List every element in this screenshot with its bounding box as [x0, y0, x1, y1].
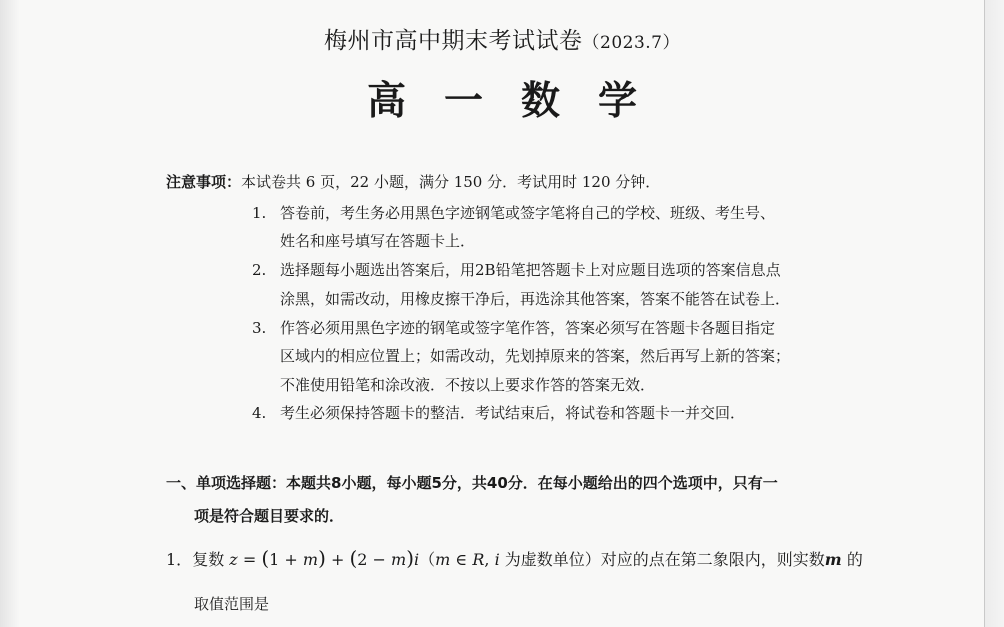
notice-item-3	[252, 317, 775, 338]
notice-item-number: 4.	[252, 404, 267, 422]
notice-item-2	[252, 259, 781, 280]
question-prefix: 复数	[192, 550, 225, 569]
notice-label: 注意事项：	[166, 173, 242, 191]
notice-item-2-continued: 涂黑，如需改动，用橡皮擦干净后，再选涂其他答案，答案不能答在试卷上．	[280, 290, 791, 308]
notice-item-number: 1.	[252, 204, 267, 222]
exam-header	[0, 22, 1004, 55]
notice-item-number: 3.	[252, 319, 267, 337]
exam-title: 梅州市高中期末考试试卷	[324, 28, 583, 54]
notice-item-text: 答卷前，考生务必用黑色字迹钢笔或签字笔将自己的学校、班级、考生号、	[280, 204, 776, 222]
notice-item-1-continued: 姓名和座号填写在答题卡上．	[280, 232, 476, 250]
complex-formula: z = (1 + m) + (2 − m)i	[229, 546, 420, 570]
question-1-continued: 取值范围是	[194, 595, 270, 613]
question-1: 1．复数 z = (1 + m) + (2 − m)i（m ∈ R, i 为虚数单位）对应的点在第二象限内，则实数m 的	[166, 546, 863, 570]
notice-item-text: 作答必须用黑色字迹的钢笔或签字笔作答，答案必须写在答题卡各题目指定	[280, 319, 776, 337]
notice-item-3-continued-2: 不准使用铅笔和涂改液．不按以上要求作答的答案无效．	[280, 376, 656, 394]
notice-item-3-continued: 区域内的相应位置上；如需改动，先划掉原来的答案，然后再写上新的答案；	[280, 347, 791, 365]
notice-summary-line	[166, 171, 660, 192]
section-1-heading: 一、单项选择题：本题共8小题，每小题5分，共40分．在每小题给出的四个选项中，只有一	[166, 474, 778, 492]
notice-item-text: 选择题每小题选出答案后，用2B铅笔把答题卡上对应题目选项的答案信息点	[280, 261, 781, 279]
notice-item-1	[252, 202, 775, 223]
subject-title: 高一数学	[366, 78, 675, 124]
exam-date: （2023.7）	[582, 33, 680, 53]
question-number: 1．	[166, 550, 193, 569]
notice-summary: 本试卷共 6 页，22 小题，满分 150 分．考试用时 120 分钟．	[241, 173, 661, 191]
notice-item-number: 2.	[252, 261, 267, 279]
question-suffix: 对应的点在第二象限内，则实数	[600, 550, 825, 569]
section-1-heading-continued: 项是符合题目要求的．	[194, 507, 345, 525]
notice-item-text: 考生必须保持答题卡的整洁．考试结束后，将试卷和答题卡一并交回．	[280, 404, 746, 422]
notice-item-4	[252, 402, 745, 423]
